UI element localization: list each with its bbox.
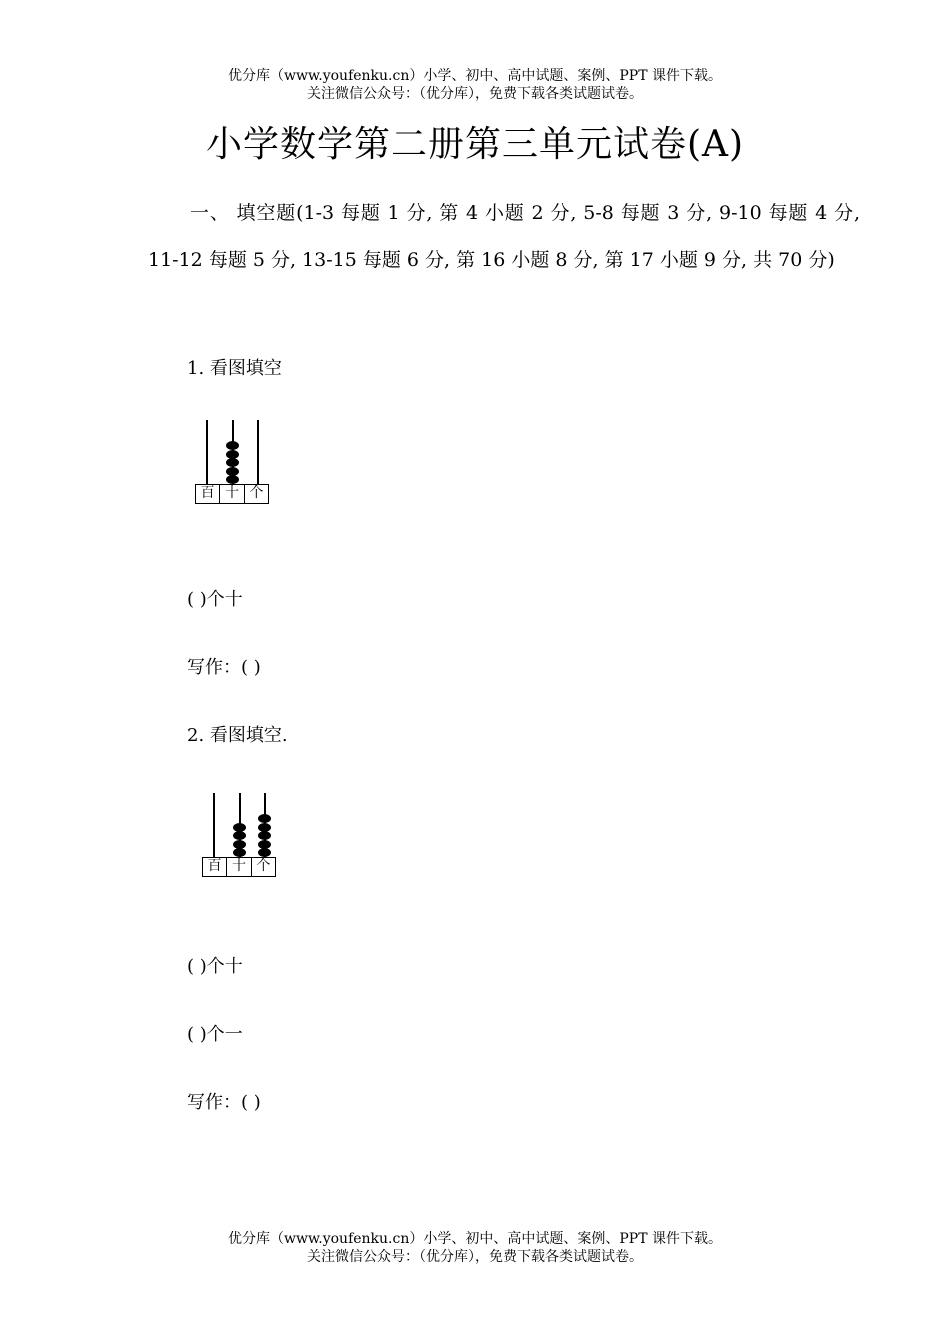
footer-line-2: 关注微信公众号：（优分库），免费下载各类试题试卷。	[307, 1249, 643, 1265]
abacus-bead-tens	[226, 467, 239, 476]
abacus-bead-tens	[226, 441, 239, 450]
q2-prompt: 2. 看图填空.	[187, 725, 288, 746]
abacus-bead-ones	[258, 840, 271, 849]
abacus-bead-tens	[226, 475, 239, 484]
section-1-heading: 一、 填空题(1-3 每题 1 分, 第 4 小题 2 分, 5-8 每题 3 分, 9-10 每题 4 分, 11-12 每题 5 分, 13-15 每题 6 分, 第 16 小题 8 分, 第 17 小题 9 分, 共 70 分)	[148, 202, 860, 271]
q2-blank-ones: ( )个一	[187, 1024, 243, 1045]
abacus-bead-tens	[233, 848, 246, 857]
q1-abacus	[195, 420, 269, 505]
q1-label-tens: 十	[220, 485, 244, 503]
q2-place-value-table	[202, 857, 276, 877]
abacus-bead-tens	[233, 840, 246, 849]
abacus-bead-tens	[226, 458, 239, 467]
q1-label-ones: 个	[249, 485, 264, 501]
q2-label-hundreds: 百	[203, 858, 227, 876]
abacus-bead-ones	[258, 831, 271, 840]
footer-line-1: 优分库（www.youfenku.cn）小学、初中、高中试题、案例、PPT 课件下载。	[227, 1231, 722, 1247]
abacus-bead-ones	[258, 814, 271, 823]
abacus-bead-tens	[233, 831, 246, 840]
q1-rod-ones	[257, 420, 259, 484]
page-header	[0, 67, 950, 103]
header-line-1: 优分库（www.youfenku.cn）小学、初中、高中试题、案例、PPT 课件下载。	[227, 68, 722, 84]
page-title: 小学数学第二册第三单元试卷(A)	[205, 124, 745, 165]
q2-blank-tens: ( )个十	[187, 956, 243, 977]
q1-rod-hundreds	[206, 420, 208, 484]
q2-label-tens: 十	[227, 858, 251, 876]
abacus-bead-tens	[226, 450, 239, 459]
q2-label-ones: 个	[256, 858, 271, 874]
page-footer	[0, 1230, 950, 1266]
q1-write-answer: 写作：( )	[187, 657, 261, 678]
q1-label-hundreds: 百	[196, 485, 220, 503]
q1-place-value-table	[195, 484, 269, 504]
q2-write-answer: 写作：( )	[187, 1092, 261, 1113]
abacus-bead-ones	[258, 848, 271, 857]
q1-blank-tens: ( )个十	[187, 589, 243, 610]
q1-prompt: 1. 看图填空	[187, 358, 282, 379]
q2-rod-hundreds	[213, 793, 215, 857]
q2-abacus	[202, 793, 276, 878]
abacus-bead-ones	[258, 823, 271, 832]
header-line-2: 关注微信公众号：（优分库），免费下载各类试题试卷。	[307, 86, 643, 102]
abacus-bead-tens	[233, 823, 246, 832]
